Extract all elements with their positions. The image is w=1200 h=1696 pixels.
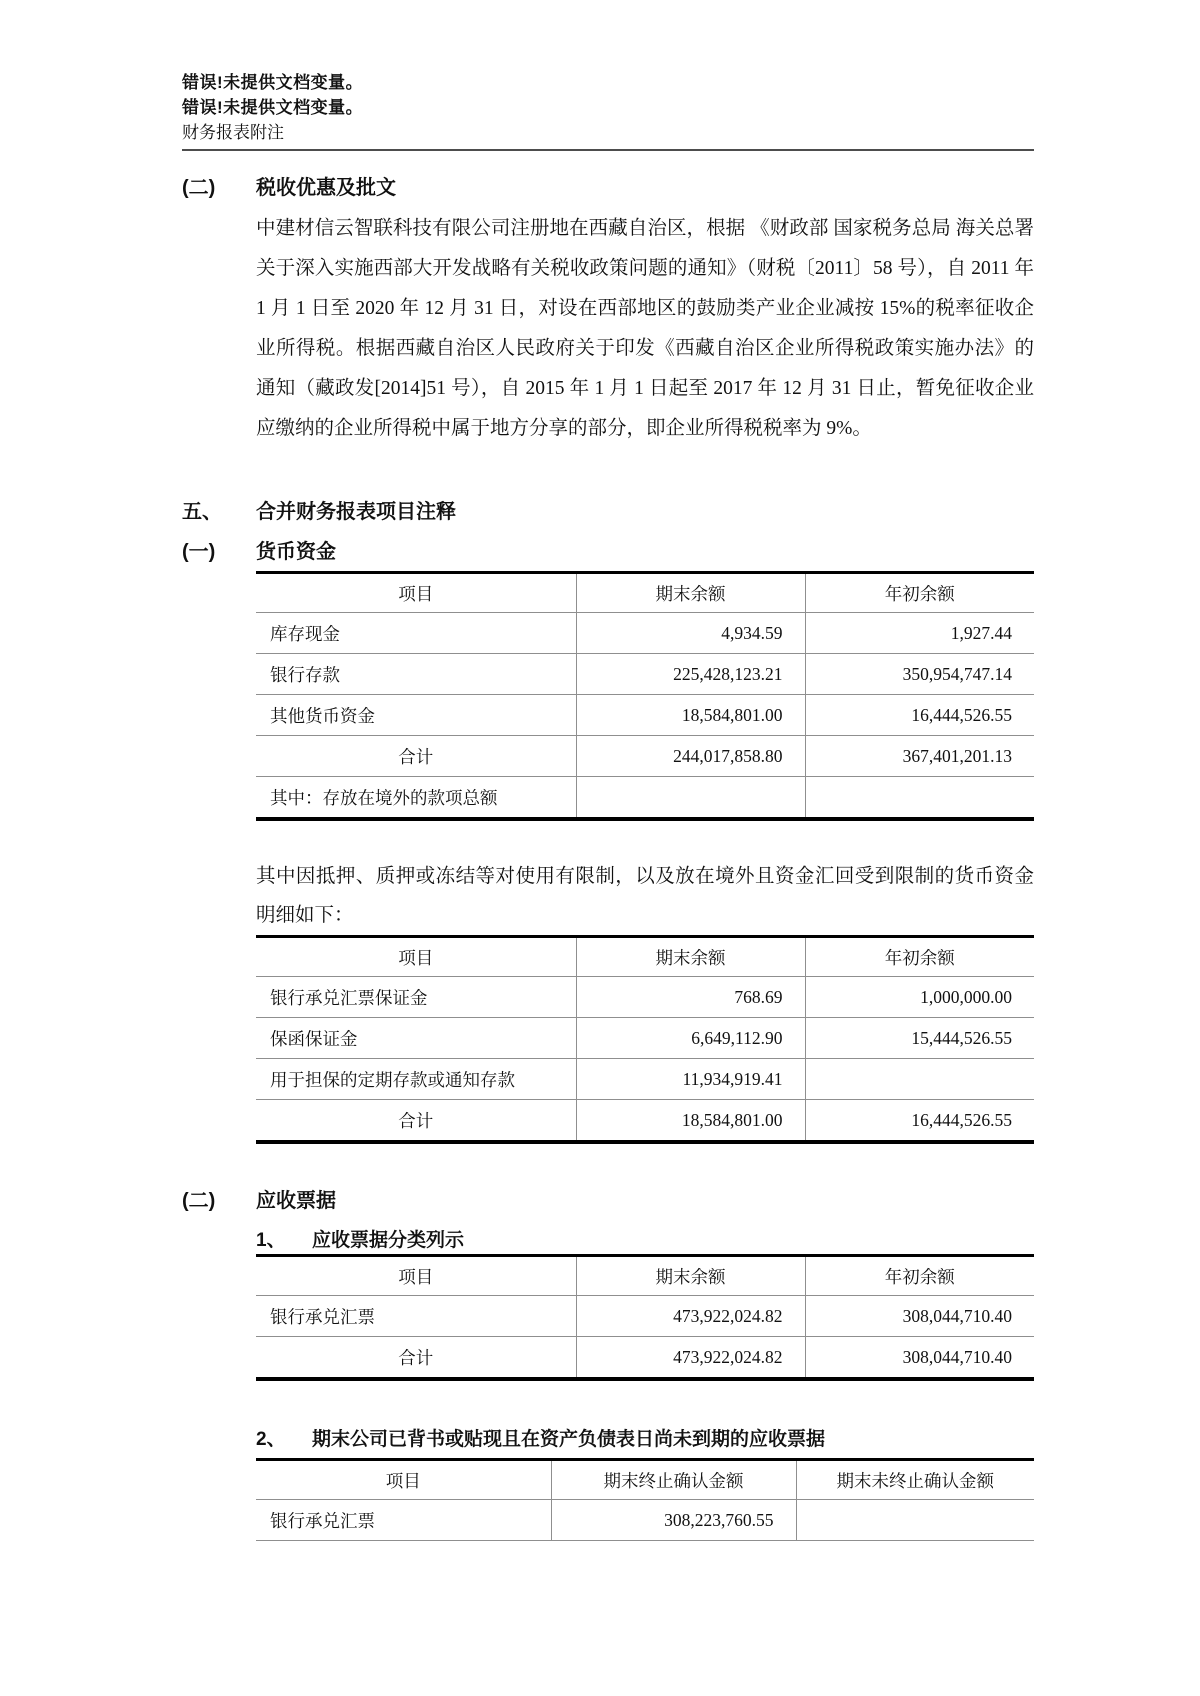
table-row — [256, 695, 1034, 736]
receivable-section-label: (二) — [182, 1190, 216, 1212]
row-beginning-value: 1,927.44 — [805, 613, 1034, 654]
column-header-item: 项目 — [256, 573, 576, 613]
row-ending-value: 4,934.59 — [576, 613, 805, 654]
row-not-derecognized-value — [796, 1500, 1034, 1541]
receivable-sub2-title: 期末公司已背书或贴现且在资产负债表日尚未到期的应收票据 — [312, 1429, 826, 1450]
tax-section-title: 税收优惠及批文 — [256, 177, 396, 199]
restricted-funds-table — [256, 935, 1034, 1144]
total-row-label: 合计 — [398, 1347, 434, 1368]
row-ending-value: 768.69 — [576, 977, 805, 1018]
table-row — [256, 777, 1034, 820]
monetary-section-title: 货币资金 — [256, 541, 336, 563]
row-ending-value — [576, 777, 805, 820]
header-title: 财务报表附注 — [182, 123, 284, 142]
row-item-label: 银行承兑汇票 — [256, 1296, 576, 1337]
total-ending-value: 244,017,858.80 — [576, 736, 805, 777]
monetary-section-heading — [182, 539, 1034, 565]
table-row — [256, 1018, 1034, 1059]
tax-section-label: (二) — [182, 177, 216, 199]
column-header-ending: 期末余额 — [576, 1256, 805, 1296]
header-error-line-2: 错误!未提供文档变量。 — [182, 98, 364, 117]
row-ending-value: 18,584,801.00 — [576, 695, 805, 736]
receivable-sub2-heading — [256, 1427, 1034, 1453]
receivable-sub2-number: 2、 — [256, 1429, 286, 1450]
row-ending-value: 6,649,112.90 — [576, 1018, 805, 1059]
total-beginning-value: 308,044,710.40 — [805, 1337, 1034, 1380]
row-beginning-value: 350,954,747.14 — [805, 654, 1034, 695]
row-ending-value: 11,934,919.41 — [576, 1059, 805, 1100]
table-row — [256, 1296, 1034, 1337]
notes-receivable-table — [256, 1254, 1034, 1381]
notes-section-label: 五、 — [182, 501, 222, 523]
table-row — [256, 1059, 1034, 1100]
receivable-sub1-heading — [256, 1228, 1034, 1254]
column-header-not-derecognized: 期末未终止确认金额 — [796, 1460, 1034, 1500]
column-header-ending: 期末余额 — [576, 937, 805, 977]
row-item-label: 银行存款 — [256, 654, 576, 695]
tax-section-paragraph: 中建材信云智联科技有限公司注册地在西藏自治区，根据 《财政部 国家税务总局 海关总署 关于深入实施西部大开发战略有关税收政策问题的通知》（财税〔2011〕58 号），自 2011 年 1 月 1 日至 2020 年 12 月 31 日，对设在西部地区的鼓励类产业企业减按 15%的税率征收企业所得税。根据西藏自治区人民政府关于印发《西藏自治区企业所得税政策实施办法》的通知（藏政发[2014]51 号），自 2015 年 1 月 1 日起至 2017 年 12 月 31 日止，暂免征收企业应缴纳的企业所得税中属于地方分享的部分，即企业所得税税率为 9%。 — [256, 218, 1034, 439]
total-ending-value: 473,922,024.82 — [576, 1337, 805, 1380]
column-header-beginning: 年初余额 — [805, 1256, 1034, 1296]
receivable-sub1-title: 应收票据分类列示 — [312, 1230, 465, 1251]
table-header-row — [256, 1256, 1034, 1296]
column-header-item: 项目 — [256, 1256, 576, 1296]
column-header-item: 项目 — [256, 1460, 551, 1500]
table-row — [256, 1500, 1034, 1541]
column-header-beginning: 年初余额 — [805, 937, 1034, 977]
row-ending-value: 225,428,123.21 — [576, 654, 805, 695]
receivable-section-title: 应收票据 — [256, 1190, 336, 1212]
table-row — [256, 654, 1034, 695]
total-beginning-value: 367,401,201.13 — [805, 736, 1034, 777]
column-header-derecognized: 期末终止确认金额 — [551, 1460, 796, 1500]
total-row-label: 合计 — [256, 736, 576, 777]
table-total-row — [256, 1100, 1034, 1143]
notes-section-heading — [182, 499, 1034, 525]
row-item-label: 库存现金 — [256, 613, 576, 654]
column-header-beginning: 年初余额 — [805, 573, 1034, 613]
row-item-label: 其中：存放在境外的款项总额 — [270, 787, 498, 808]
row-item-label: 保函保证金 — [256, 1018, 576, 1059]
row-beginning-value: 308,044,710.40 — [805, 1296, 1034, 1337]
row-item-label: 用于担保的定期存款或通知存款 — [256, 1059, 576, 1100]
row-beginning-value — [805, 777, 1034, 820]
column-header-ending: 期末余额 — [576, 573, 805, 613]
table-total-row — [256, 736, 1034, 777]
table-header-row — [256, 573, 1034, 613]
table-header-row — [256, 1460, 1034, 1500]
notes-section-title: 合并财务报表项目注释 — [256, 501, 456, 523]
receivable-section-heading — [182, 1188, 1034, 1214]
header-error-line-1: 错误!未提供文档变量。 — [182, 73, 364, 92]
monetary-funds-table — [256, 571, 1034, 821]
total-beginning-value: 16,444,526.55 — [805, 1100, 1034, 1143]
row-beginning-value: 16,444,526.55 — [805, 695, 1034, 736]
receivable-sub1-number: 1、 — [256, 1230, 286, 1251]
row-item-label: 银行承兑汇票 — [256, 1500, 551, 1541]
document-header — [182, 70, 1034, 151]
table-header-row — [256, 937, 1034, 977]
total-row-label: 合计 — [398, 1110, 434, 1131]
row-item-label: 其他货币资金 — [256, 695, 576, 736]
row-beginning-value: 15,444,526.55 — [805, 1018, 1034, 1059]
column-header-item: 项目 — [256, 937, 576, 977]
monetary-section-label: (一) — [182, 541, 216, 563]
row-item-label: 银行承兑汇票保证金 — [256, 977, 576, 1018]
table-row — [256, 613, 1034, 654]
row-ending-value: 473,922,024.82 — [576, 1296, 805, 1337]
restricted-intro-paragraph: 其中因抵押、质押或冻结等对使用有限制，以及放在境外且资金汇回受到限制的货币资金明细如下： — [256, 866, 1034, 926]
total-ending-value: 18,584,801.00 — [576, 1100, 805, 1143]
row-derecognized-value: 308,223,760.55 — [551, 1500, 796, 1541]
row-beginning-value — [805, 1059, 1034, 1100]
header-rule — [182, 149, 1034, 151]
endorsed-notes-table — [256, 1458, 1034, 1541]
tax-section-heading — [182, 175, 1034, 201]
row-beginning-value: 1,000,000.00 — [805, 977, 1034, 1018]
table-total-row — [256, 1337, 1034, 1380]
table-row — [256, 977, 1034, 1018]
